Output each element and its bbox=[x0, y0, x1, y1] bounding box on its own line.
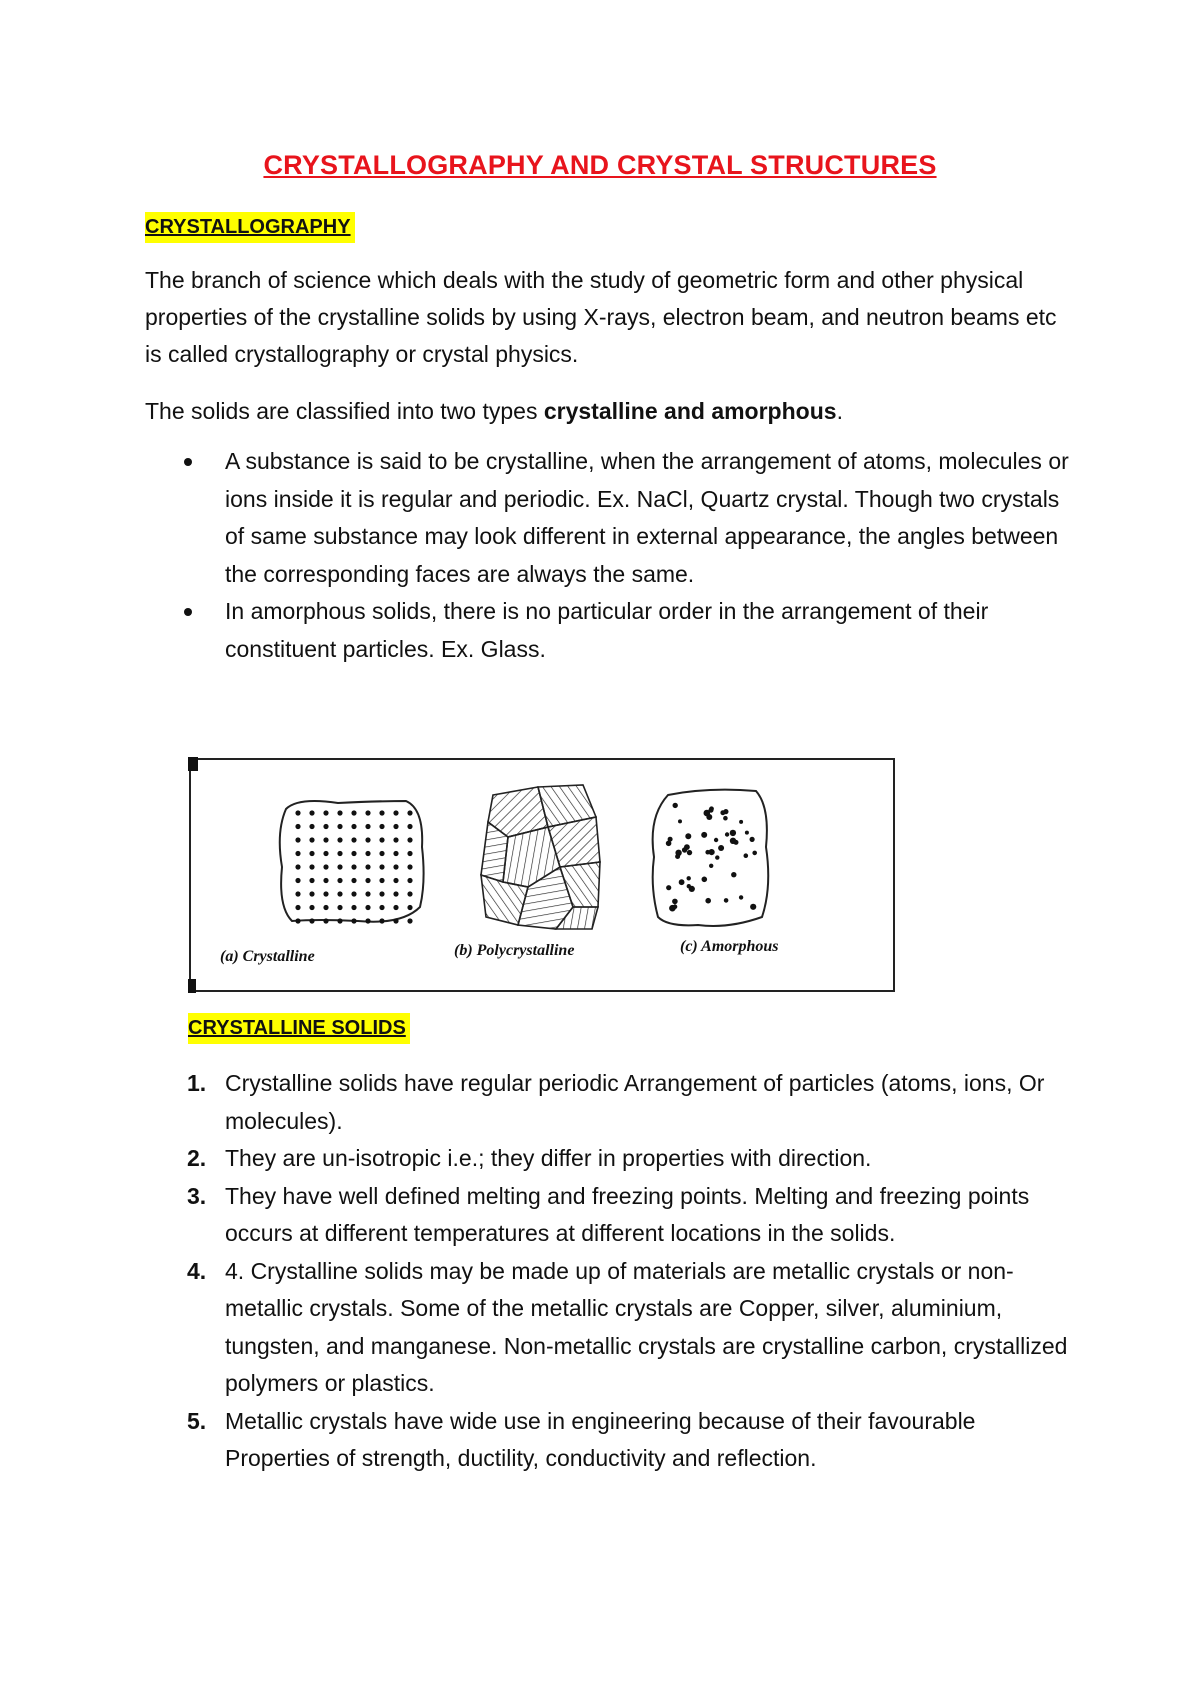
lattice-dot bbox=[379, 891, 384, 896]
lattice-dot bbox=[379, 905, 384, 910]
lattice-dot bbox=[323, 810, 328, 815]
bullet-text: In amorphous solids, there is no particular order in the arrangement of their constituent particles. Ex. Glass. bbox=[225, 598, 989, 662]
lattice-dot bbox=[365, 878, 370, 883]
amorphous-dot bbox=[709, 864, 713, 868]
amorphous-dot bbox=[731, 872, 736, 877]
lattice-dot bbox=[393, 878, 398, 883]
amorphous-dot bbox=[706, 814, 712, 820]
lattice-dot bbox=[407, 905, 412, 910]
amorphous-dot bbox=[739, 895, 743, 899]
lattice-dot bbox=[393, 905, 398, 910]
lattice-dot bbox=[393, 851, 398, 856]
lattice-dot bbox=[337, 851, 342, 856]
list-text: They are un-isotropic i.e.; they differ in properties with direction. bbox=[225, 1145, 872, 1171]
lattice-dot bbox=[407, 837, 412, 842]
lattice-dot bbox=[295, 837, 300, 842]
lattice-dot bbox=[309, 891, 314, 896]
amorphous-dot bbox=[752, 851, 757, 856]
lattice-dot bbox=[337, 918, 342, 923]
crystalline-properties-list bbox=[145, 1065, 1075, 1478]
lattice-dot bbox=[323, 864, 328, 869]
bullet-icon bbox=[184, 458, 192, 466]
figure-corner-mark bbox=[188, 979, 196, 993]
lattice-dot bbox=[379, 837, 384, 842]
amorphous-dot bbox=[678, 819, 682, 823]
list-number: 1. bbox=[187, 1070, 207, 1096]
bullet-text: A substance is said to be crystalline, when the arrangement of atoms, molecules or ions inside it is regular and periodic. Ex. NaCl, Quartz crystal. Though two crystals of same substance may look different in external appearance, the angles between the corresponding faces are always the same. bbox=[225, 448, 1069, 587]
amorphous-dot bbox=[715, 855, 719, 859]
lattice-dot bbox=[393, 810, 398, 815]
lattice-dot bbox=[309, 837, 314, 842]
lattice-dot bbox=[365, 824, 370, 829]
amorphous-dot bbox=[705, 898, 711, 904]
lattice-dot bbox=[365, 891, 370, 896]
amorphous-dot bbox=[745, 831, 749, 835]
lattice-dot bbox=[393, 891, 398, 896]
lattice-dot bbox=[379, 810, 384, 815]
amorphous-dot bbox=[687, 876, 691, 880]
lattice-dot bbox=[295, 824, 300, 829]
lattice-dot bbox=[295, 891, 300, 896]
lattice-dot bbox=[351, 905, 356, 910]
amorphous-dot bbox=[684, 844, 690, 850]
caption-polycrystalline: (b) Polycrystalline bbox=[454, 942, 575, 959]
lattice-dot bbox=[295, 864, 300, 869]
bullet-amorphous bbox=[145, 593, 1075, 668]
lattice-dot bbox=[295, 905, 300, 910]
list-item bbox=[145, 1403, 1075, 1478]
lattice-dot bbox=[351, 878, 356, 883]
amorphous-dot bbox=[701, 832, 707, 838]
lattice-dot bbox=[407, 810, 412, 815]
lattice-dot bbox=[407, 878, 412, 883]
lattice-dot bbox=[337, 891, 342, 896]
lattice-dot bbox=[407, 851, 412, 856]
list-number: 4. bbox=[187, 1257, 207, 1284]
amorphous-dot bbox=[666, 885, 671, 890]
amorphous-dot bbox=[714, 838, 718, 842]
lattice-dot bbox=[393, 864, 398, 869]
lattice-dot bbox=[309, 905, 314, 910]
lattice-dot bbox=[337, 824, 342, 829]
lattice-dot bbox=[309, 810, 314, 815]
lattice-dot bbox=[351, 837, 356, 842]
bullet-icon bbox=[184, 608, 192, 616]
lattice-dot bbox=[309, 878, 314, 883]
amorphous-dot bbox=[718, 845, 724, 851]
amorphous-dot bbox=[687, 850, 692, 855]
lattice-dot bbox=[379, 918, 384, 923]
page-title: CRYSTALLOGRAPHY AND CRYSTAL STRUCTURES bbox=[263, 150, 937, 180]
lattice-dot bbox=[365, 837, 370, 842]
lattice-dot bbox=[393, 824, 398, 829]
list-item bbox=[145, 1253, 1075, 1403]
lattice-dot bbox=[323, 891, 328, 896]
lattice-dot bbox=[365, 905, 370, 910]
amorphous-dot bbox=[720, 810, 725, 815]
lattice-dot bbox=[351, 810, 356, 815]
amorphous-dot bbox=[725, 832, 729, 836]
lattice-dot bbox=[337, 810, 342, 815]
amorphous-dot bbox=[673, 904, 678, 909]
definition-paragraph: The branch of science which deals with the study of geometric form and other physical properties of the crystalline solids by using X-rays, electron beam, and neutron beams etc is called crystallography or crystal physics. bbox=[145, 267, 1057, 367]
amorphous-dot bbox=[730, 830, 736, 836]
lattice-dot bbox=[323, 905, 328, 910]
classification-suffix: . bbox=[836, 398, 843, 424]
list-text: They have well defined melting and freezing points. Melting and freezing points occurs at different temperatures at different locations in the solids. bbox=[225, 1182, 1030, 1246]
lattice-dot bbox=[337, 864, 342, 869]
list-number: 2. bbox=[187, 1145, 207, 1171]
lattice-dot bbox=[323, 851, 328, 856]
amorphous-dot bbox=[750, 837, 755, 842]
list-number: 5. bbox=[187, 1407, 207, 1434]
amorphous-dot bbox=[750, 904, 756, 910]
amorphous-dot bbox=[679, 879, 685, 885]
lattice-dot bbox=[309, 864, 314, 869]
amorphous-dot bbox=[675, 854, 680, 859]
amorphous-dot bbox=[724, 898, 729, 903]
amorphous-dot bbox=[723, 816, 728, 821]
lattice-dot bbox=[379, 864, 384, 869]
caption-amorphous: (c) Amorphous bbox=[680, 938, 779, 955]
lattice-dot bbox=[351, 918, 356, 923]
section-heading-crystalline-solids: CRYSTALLINE SOLIDS bbox=[188, 1013, 410, 1044]
lattice-dot bbox=[295, 810, 300, 815]
amorphous-dot bbox=[702, 877, 708, 883]
classification-types: crystalline and amorphous bbox=[543, 398, 837, 424]
solids-figure bbox=[188, 757, 896, 993]
lattice-dot bbox=[365, 864, 370, 869]
amorphous-dot bbox=[689, 886, 695, 892]
amorphous-dot bbox=[685, 833, 691, 839]
lattice-dot bbox=[407, 864, 412, 869]
lattice-dot bbox=[379, 878, 384, 883]
lattice-dot bbox=[351, 824, 356, 829]
lattice-dot bbox=[379, 851, 384, 856]
lattice-dot bbox=[309, 824, 314, 829]
lattice-dot bbox=[365, 918, 370, 923]
list-text: 4. Crystalline solids may be made up of materials are metallic crystals or non-metallic crystals. Some of the metallic crystals are Copper, silver, aluminium, tungsten, and manganese. Non-metallic crystals are crystalline carbon, crystallized polymers or plastics. bbox=[225, 1257, 1068, 1396]
amorphous-dot bbox=[666, 841, 672, 847]
list-text: Metallic crystals have wide use in engineering because of their favourable Properties of strength, ductility, conductivity and reflection. bbox=[225, 1407, 976, 1471]
lattice-dot bbox=[407, 891, 412, 896]
lattice-dot bbox=[337, 878, 342, 883]
lattice-dot bbox=[351, 864, 356, 869]
list-text: Crystalline solids have regular periodic Arrangement of particles (atoms, ions, Or molecules). bbox=[225, 1070, 1045, 1134]
lattice-dot bbox=[323, 824, 328, 829]
lattice-dot bbox=[351, 891, 356, 896]
lattice-dot bbox=[337, 837, 342, 842]
lattice-dot bbox=[309, 851, 314, 856]
lattice-dot bbox=[365, 851, 370, 856]
lattice-dots bbox=[295, 810, 412, 923]
amorphous-dot bbox=[739, 820, 743, 824]
amorphous-dot bbox=[744, 853, 749, 858]
lattice-dot bbox=[407, 918, 412, 923]
lattice-dot bbox=[407, 824, 412, 829]
caption-crystalline: (a) Crystalline bbox=[220, 948, 315, 965]
lattice-dot bbox=[365, 810, 370, 815]
list-item bbox=[145, 1178, 1075, 1253]
lattice-dot bbox=[295, 918, 300, 923]
classification-prefix: The solids are classified into two types bbox=[145, 398, 544, 424]
classification-paragraph bbox=[145, 393, 1065, 430]
list-number: 3. bbox=[187, 1182, 207, 1209]
lattice-dot bbox=[379, 824, 384, 829]
amorphous-dot bbox=[673, 803, 678, 808]
lattice-dot bbox=[393, 837, 398, 842]
bullet-crystalline bbox=[145, 443, 1075, 593]
list-item bbox=[145, 1065, 1075, 1140]
lattice-dot bbox=[295, 851, 300, 856]
solid-types-list bbox=[145, 443, 1075, 668]
lattice-dot bbox=[351, 851, 356, 856]
lattice-dot bbox=[323, 918, 328, 923]
figure-corner-mark bbox=[188, 757, 198, 771]
list-item bbox=[145, 1140, 1075, 1178]
lattice-dot bbox=[309, 918, 314, 923]
section-heading-crystallography: CRYSTALLOGRAPHY bbox=[145, 212, 355, 243]
lattice-dot bbox=[323, 878, 328, 883]
amorphous-dot bbox=[730, 838, 736, 844]
amorphous-dot bbox=[709, 808, 714, 813]
lattice-dot bbox=[393, 918, 398, 923]
lattice-dot bbox=[337, 905, 342, 910]
amorphous-dot bbox=[705, 850, 710, 855]
amorphous-dot bbox=[672, 899, 678, 905]
lattice-dot bbox=[323, 837, 328, 842]
polycrystalline-diagram bbox=[481, 785, 600, 929]
lattice-dot bbox=[295, 878, 300, 883]
